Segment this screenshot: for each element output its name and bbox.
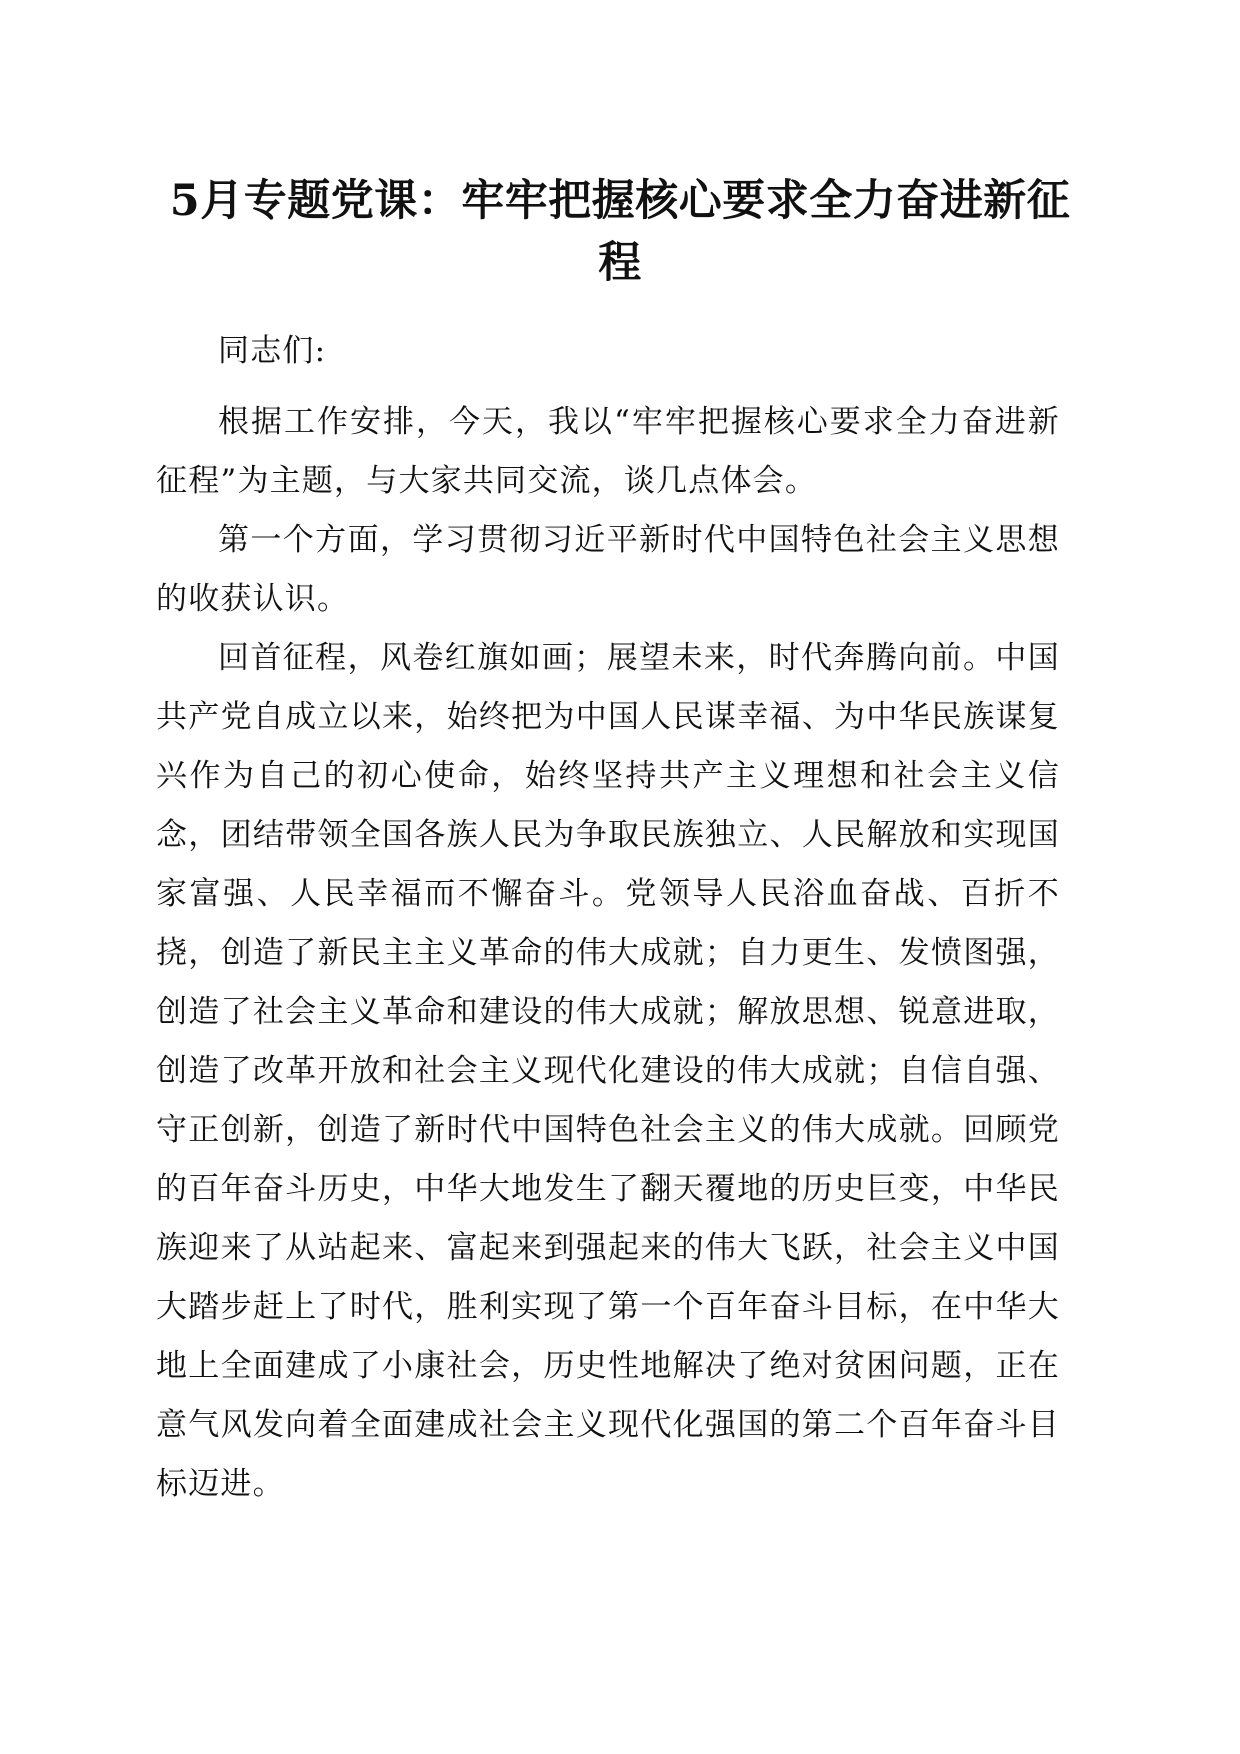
document-body bbox=[156, 322, 1060, 1514]
paragraph-history-review: 回首征程，风卷红旗如画；展望未来，时代奔腾向前。中国共产党自成立以来，始终把为中国人民谋幸福、为中华民族谋复兴作为自己的初心使命，始终坚持共产主义理想和社会主义信念，团结带领全国各族人民为争取民族独立、人民解放和实现国家富强、人民幸福而不懈奋斗。党领导人民浴血奋战、百折不挠，创造了新民主主义革命的伟大成就；自力更生、发愤图强，创造了社会主义革命和建设的伟大成就；解放思想、锐意进取，创造了改革开放和社会主义现代化建设的伟大成就；自信自强、守正创新，创造了新时代中国特色社会主义的伟大成就。回顾党的百年奋斗历史，中华大地发生了翻天覆地的历史巨变，中华民族迎来了从站起来、富起来到强起来的伟大飞跃，社会主义中国大踏步赶上了时代，胜利实现了第一个百年奋斗目标，在中华大地上全面建成了小康社会，历史性地解决了绝对贫困问题，正在意气风发向着全面建成社会主义现代化强国的第二个百年奋斗目标迈进。 bbox=[156, 640, 1060, 1502]
document-title: 5月专题党课：牢牢把握核心要求全力奋进新征程 bbox=[169, 176, 1071, 288]
salutation: 同志们: bbox=[218, 333, 327, 369]
paragraph-introduction: 根据工作安排，今天，我以“牢牢把握核心要求全力奋进新征程”为主题，与大家共同交流，谈几点体会。 bbox=[156, 404, 1060, 499]
paragraph-section-heading: 第一个方面，学习贯彻习近平新时代中国特色社会主义思想的收获认识。 bbox=[156, 522, 1060, 617]
